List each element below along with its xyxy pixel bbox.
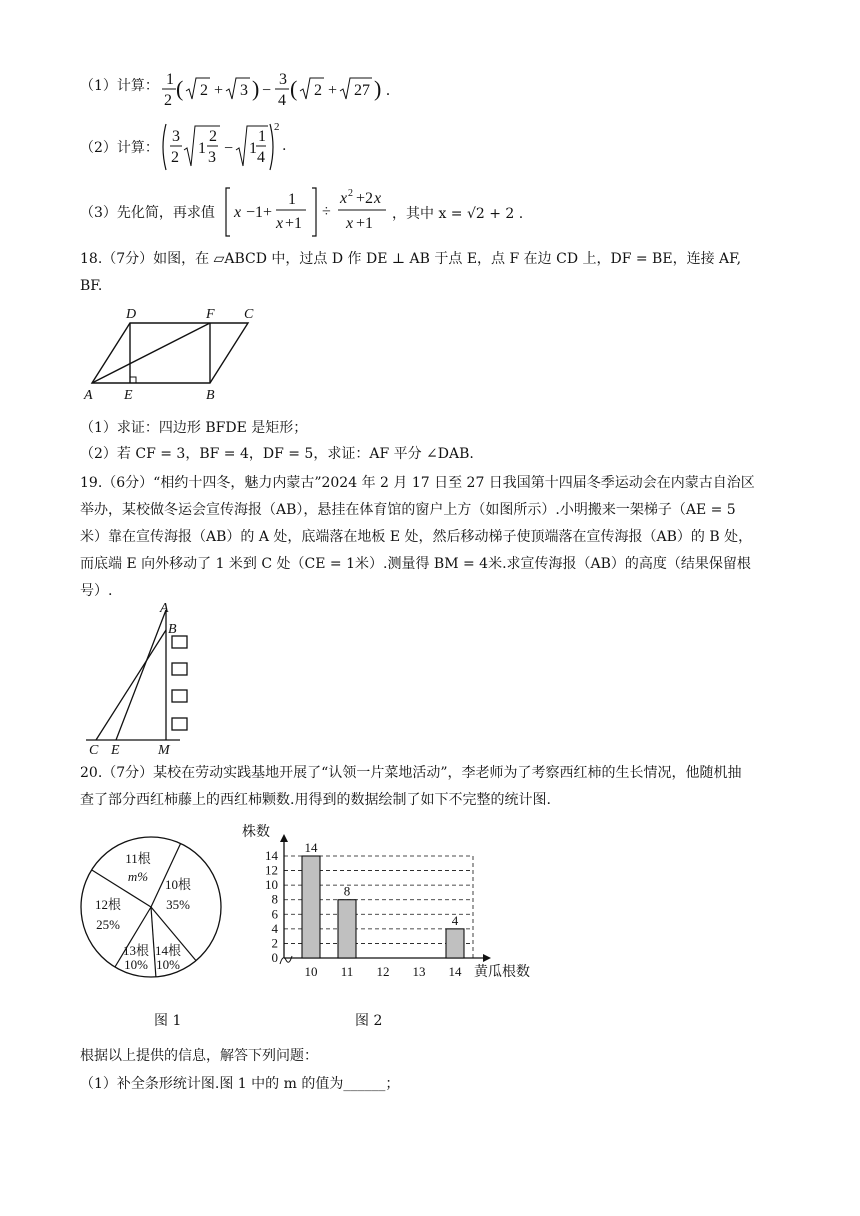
svg-text:x: x: [340, 190, 348, 207]
svg-text:4: 4: [278, 92, 286, 109]
svg-text:2: 2: [348, 188, 353, 199]
y-tick-label: 12: [265, 862, 278, 878]
q20-stem: [80, 760, 780, 814]
y-tick-label: 0: [271, 950, 278, 965]
q17-part1-formula: [160, 66, 400, 110]
q18-part2: （2）若 CF = 3，BF = 4，DF = 5，求证：AF 平分 ∠DAB.: [80, 446, 474, 462]
pie-slice-label: 12根: [94, 897, 122, 912]
y-axis-arrow: [280, 834, 288, 842]
pie-slice-percent: 35%: [166, 897, 190, 912]
x-axis-title: 黄瓜根数: [474, 965, 530, 980]
q20-line1: 20.（7分）某校在劳动实践基地开展了“认领一片菜地活动”，李老师为了考察西红柿的生长情况，他随机抽: [80, 765, 742, 781]
pie-slice-label: 10根: [164, 877, 192, 892]
x-tick-label: 10: [304, 964, 318, 979]
label-c: C: [89, 743, 99, 758]
svg-text:4: 4: [257, 149, 265, 166]
axis-break-mark: [280, 956, 292, 964]
q17-part2: [80, 138, 159, 158]
bar: [446, 929, 464, 958]
y-tick-label: 14: [265, 848, 278, 863]
svg-text:.: .: [386, 82, 390, 99]
svg-text:): ): [374, 76, 382, 101]
q17-part3-label: （3）先化简，再求值: [80, 205, 215, 221]
bar-chart-figure-2: [238, 820, 548, 980]
svg-text:−1+: −1+: [246, 204, 273, 221]
svg-text:+1: +1: [356, 215, 374, 232]
pie-slice-percent: 10%: [156, 957, 180, 972]
q18-stem: [80, 246, 780, 300]
svg-text:+2: +2: [356, 190, 374, 207]
svg-text:(: (: [290, 76, 298, 101]
x-axis-arrow: [483, 954, 491, 962]
svg-text:x: x: [276, 215, 284, 232]
label-b: B: [206, 388, 215, 403]
figure-1-caption: 图 1: [154, 1013, 182, 1029]
q20-part1: （1）补全条形统计图.图 1 中的 m 的值为______；: [80, 1076, 400, 1092]
q19-line1: 19.（6分）“相约十四冬，魅力内蒙古”2024 年 2 月 17 日至 27 日我国第十四届冬季运动会在内蒙古自治区: [80, 475, 755, 491]
svg-text:2: 2: [171, 149, 179, 166]
label-b: B: [168, 622, 177, 637]
segment-af: [92, 323, 210, 383]
svg-text:3: 3: [240, 82, 248, 99]
x-tick-label: 13: [412, 964, 426, 979]
pie-slice-percent: m%: [127, 869, 149, 884]
bar-data-label: 14: [304, 840, 318, 855]
window-1: [172, 636, 187, 648]
svg-text:+1: +1: [285, 215, 303, 232]
y-tick-label: 2: [271, 935, 278, 951]
pie-slice-label: 14根: [154, 943, 182, 958]
ladder-ae: [116, 610, 166, 740]
label-f: F: [206, 307, 215, 322]
y-tick-label: 10: [265, 877, 278, 893]
label-a: A: [160, 601, 169, 616]
svg-text:2: 2: [274, 121, 280, 133]
window-2: [172, 663, 187, 675]
svg-text:+: +: [214, 82, 224, 99]
x-tick-label: 11: [340, 964, 354, 979]
svg-text:2: 2: [314, 82, 322, 99]
q19-ladder-figure: [80, 600, 210, 758]
svg-text:2: 2: [200, 82, 208, 99]
svg-text:÷: ÷: [322, 203, 331, 220]
bar: [302, 856, 320, 958]
window-4: [172, 718, 187, 730]
svg-text:27: 27: [354, 82, 370, 99]
q17-part1: [80, 76, 159, 96]
q17-part2-formula: [160, 116, 280, 174]
pie-slice-percent: 25%: [96, 917, 120, 932]
pie-slice-label: 13根: [122, 943, 150, 958]
q20-line2: 查了部分西红柿藤上的西红柿颗数.用得到的数据绘制了如下不完整的统计图.: [80, 792, 551, 808]
parallelogram-abcd: [92, 323, 248, 383]
y-tick-label: 6: [271, 906, 278, 922]
svg-text:(: (: [176, 76, 184, 101]
svg-text:+: +: [328, 82, 338, 99]
q17-part3-condition: ，其中 x = √2 + 2 .: [392, 206, 524, 222]
q18-stem-line1: 18.（7分）如图，在 ▱ABCD 中，过点 D 作 DE ⊥ AB 于点 E，点 F 在边 CD 上，DF = BE，连接 AF,: [80, 251, 742, 267]
label-a: A: [84, 388, 93, 403]
svg-text:): ): [252, 76, 260, 101]
label-m: M: [158, 743, 170, 758]
svg-text:1: 1: [249, 140, 257, 157]
q19-line3: 米）靠在宣传海报（AB）的 A 处，底端落在地板 E 处，然后移动梯子使顶端落在宣传海报（AB）的 B 处，: [80, 529, 753, 545]
label-d: D: [126, 307, 137, 322]
q20-after: 根据以上提供的信息，解答下列问题：: [80, 1048, 318, 1064]
q17-part2-label: （2）计算：: [80, 140, 159, 156]
svg-text:x: x: [234, 204, 242, 221]
right-angle-mark: [130, 377, 136, 383]
svg-text:x: x: [346, 215, 354, 232]
svg-text:−: −: [262, 82, 272, 99]
svg-text:1: 1: [288, 191, 296, 208]
pie-slice-percent: 10%: [124, 957, 148, 972]
ladder-bc: [96, 630, 166, 740]
figure-2-caption: 图 2: [355, 1013, 383, 1029]
svg-text:3: 3: [279, 71, 287, 88]
q19-line4: 而底端 E 向外移动了 1 米到 C 处（CE = 1米）.测量得 BM = 4米.求宣传海报（AB）的高度（结果保留根: [80, 556, 751, 572]
svg-text:2: 2: [209, 128, 217, 145]
x-tick-label: 12: [376, 964, 390, 979]
q17-part3: [80, 203, 215, 223]
q19-line2: 举办，某校做冬运会宣传海报（AB），悬挂在体育馆的窗户上方（如图所示）.小明搬来一架梯子（AE = 5: [80, 502, 736, 518]
q19-stem: [80, 470, 780, 605]
bar-data-label: 4: [451, 912, 459, 928]
x-tick-label: 14: [448, 964, 462, 979]
svg-text:−: −: [224, 140, 234, 157]
svg-text:1: 1: [166, 71, 174, 88]
window-3: [172, 690, 187, 702]
bar: [338, 900, 356, 958]
q17-part1-label: （1）计算：: [80, 78, 159, 94]
y-tick-label: 8: [271, 891, 278, 907]
label-e: E: [124, 388, 133, 403]
y-tick-label: 4: [271, 920, 278, 936]
svg-text:3: 3: [172, 128, 180, 145]
svg-text:1: 1: [258, 128, 266, 145]
label-e: E: [111, 743, 120, 758]
label-c: C: [244, 307, 254, 322]
q18-parallelogram-figure: [80, 305, 270, 405]
q19-line5: 号）.: [80, 583, 113, 599]
svg-text:3: 3: [208, 149, 216, 166]
bar-data-label: 8: [343, 883, 351, 899]
pie-slice-label: 11根: [125, 851, 151, 866]
y-axis-title: 株数: [242, 825, 270, 840]
q18-stem-line2: BF.: [80, 278, 103, 294]
svg-text:2: 2: [164, 92, 172, 109]
svg-text:x: x: [374, 190, 382, 207]
pie-chart-figure-1: [78, 835, 238, 985]
q18-part1: （1）求证：四边形 BFDE 是矩形；: [80, 420, 308, 436]
svg-text:1: 1: [198, 140, 206, 157]
